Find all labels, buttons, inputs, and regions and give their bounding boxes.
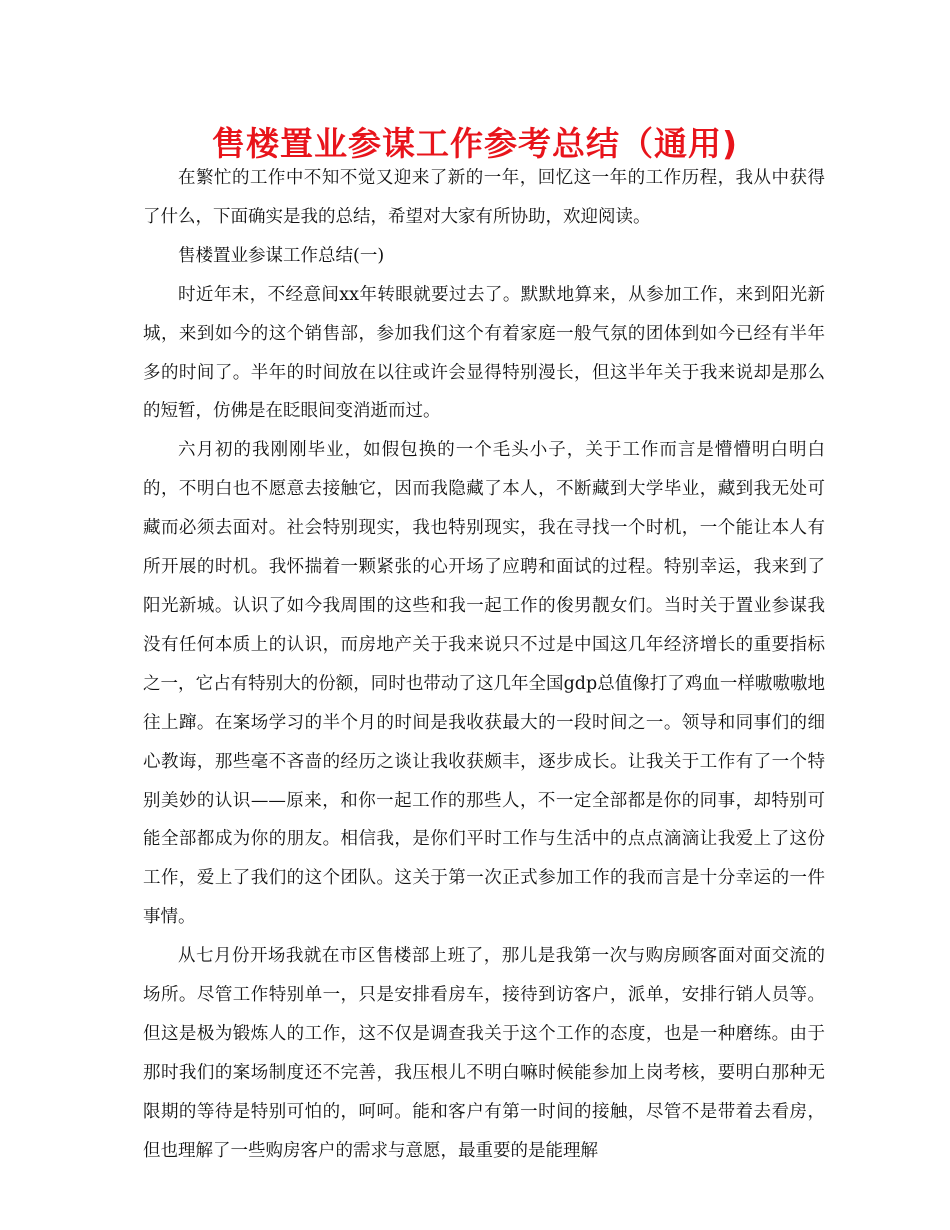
body-paragraph: 从七月份开场我就在市区售楼部上班了，那儿是我第一次与购房顾客面对面交流的场所。尽管工作特别单一，只是安排看房车，接待到访客户，派单，安排行销人员等。但这是极为锻炼人的工作，这不仅是调查我关于这个工作的态度，也是一种磨练。由于那时我们的案场制度还不完善，我压根儿不明白嘛时候能参加上岗考核，要明白那种无限期的等待是特别可怕的，呵呵。能和客户有第一时间的接触，尽管不是带着去看房，但也理解了一些购房客户的需求与意愿，最重要的是能理解 <box>143 946 825 1161</box>
body-paragraph: 时近年末，不经意间xx年转眼就要过去了。默默地算来，从参加工作，来到阳光新城，来到如今的这个销售部，参加我们这个有着家庭一般气氛的团体到如今已经有半年多的时间了。半年的时间放在以往或许会显得特别漫长，但这半年关于我来说却是那么的短暂，仿佛是在眨眼间变消逝而过。 <box>143 284 825 422</box>
body-paragraph: 六月初的我刚刚毕业，如假包换的一个毛头小子，关于工作而言是懵懵明白明白的，不明白也不愿意去接触它，因而我隐藏了本人，不断藏到大学毕业，藏到我无处可藏而必须去面对。社会特别现实，我也特别现实，我在寻找一个时机，一个能让本人有所开展的时机。我怀揣着一颗紧张的心开场了应聘和面试的过程。特别幸运，我来到了阳光新城。认识了如今我周围的这些和我一起工作的俊男靓女们。当时关于置业参谋我没有任何本质上的认识，而房地产关于我来说只不过是中国这几年经济增长的重要指标之一，它占有特别大的份额，同时也带动了这几年全国gdp总值像打了鸡血一样嗷嗷嗷地往上蹿。在案场学习的半个月的时间是我收获最大的一段时间之一。领导和同事们的细心教诲，那些毫不吝啬的经历之谈让我收获颇丰，逐步成长。让我关于工作有了一个特别美妙的认识——原来，和你一起工作的那些人，不一定全部都是你的同事，却特别可能全部都成为你的朋友。相信我，是你们平时工作与生活中的点点滴滴让我爱上了这份工作，爱上了我们的这个团队。这关于第一次正式参加工作的我而言是十分幸运的一件事情。 <box>143 440 825 928</box>
intro-paragraph: 在繁忙的工作中不知不觉又迎来了新的一年，回忆这一年的工作历程，我从中获得了什么，下面确实是我的总结，希望对大家有所协助，欢迎阅读。 <box>143 168 825 227</box>
section-heading: 售楼置业参谋工作总结(一) <box>178 245 385 266</box>
document-title: 售楼置业参谋工作参考总结（通用) <box>211 124 739 163</box>
document-body <box>143 159 825 1171</box>
